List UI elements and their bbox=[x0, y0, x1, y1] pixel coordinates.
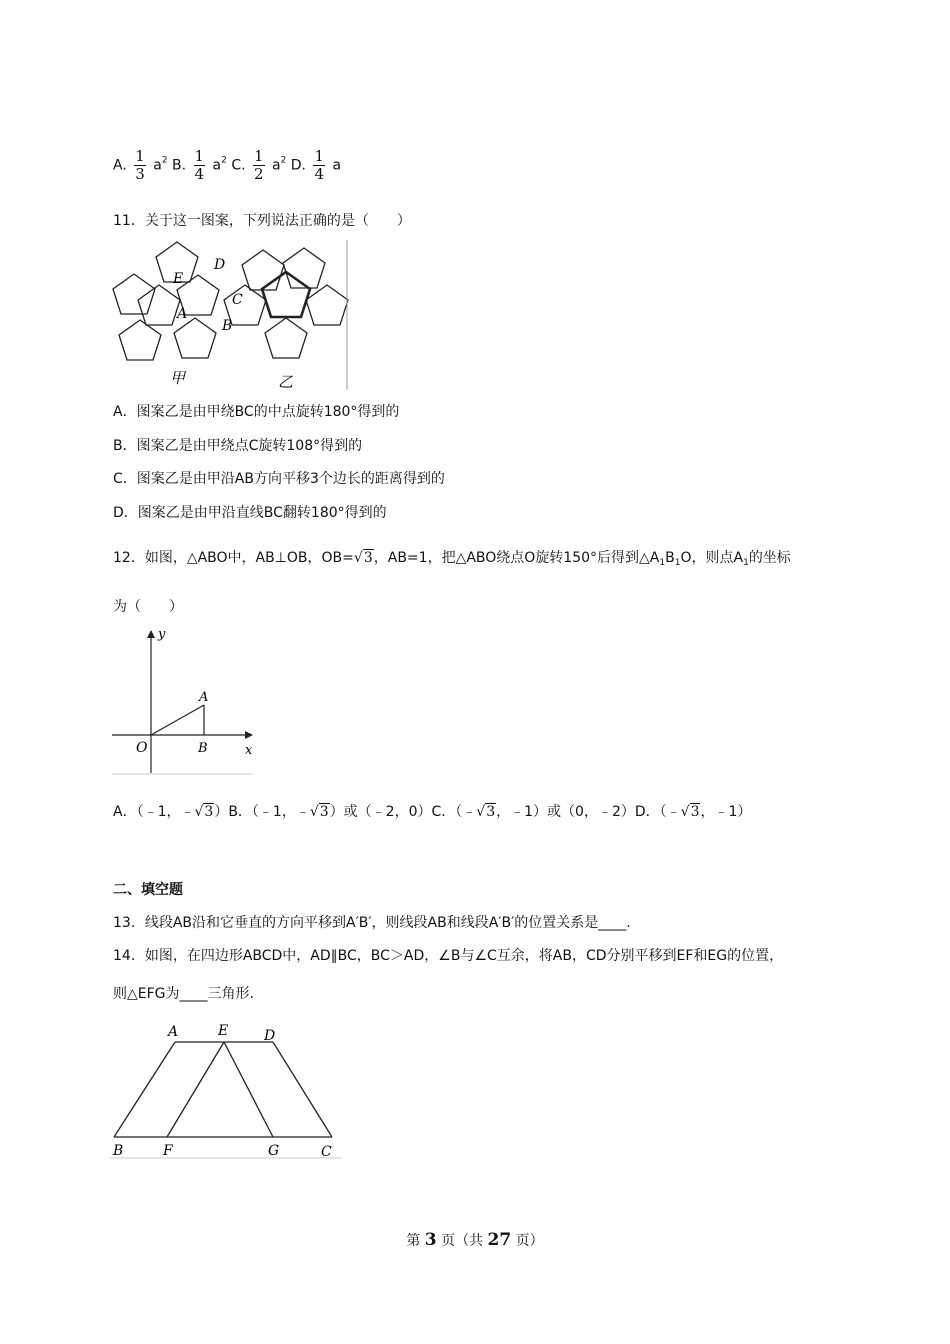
page-footer: 第 3 页（共 27 页） bbox=[406, 1230, 544, 1250]
figure-jia-pentagons bbox=[113, 242, 219, 360]
q13-text: 13．线段AB沿和它垂直的方向平移到A′B′，则线段AB和线段A′B′的位置关系是____. bbox=[113, 915, 631, 931]
sqrt-3: √3 bbox=[353, 550, 373, 566]
sqrt-3: √3 bbox=[476, 804, 496, 820]
label-d: D bbox=[264, 1028, 276, 1044]
pentagon-left bbox=[113, 274, 155, 314]
label-jia: 甲 bbox=[170, 369, 186, 387]
label-c: C bbox=[321, 1144, 332, 1160]
q11-option-b: B．图案乙是由甲绕点C旋转108°得到的 bbox=[113, 438, 363, 454]
label-g: G bbox=[268, 1143, 280, 1159]
label-a: A bbox=[168, 1024, 179, 1040]
q10-option-d-fraction: $\frac{1}{4}$ bbox=[314, 147, 325, 183]
y-axis-arrow bbox=[147, 630, 155, 638]
segment-eg bbox=[224, 1042, 273, 1137]
q10-option-b-var: a bbox=[212, 157, 222, 174]
q14-line1: 14．如图，在四边形ABCD中，AD∥BC，BC＞AD，∠B与∠C互余，将AB，CD分别平移到EF和EG的位置， bbox=[113, 948, 784, 964]
q10-option-c-label: C. bbox=[231, 157, 246, 174]
q10-option-c-var: a bbox=[272, 157, 281, 174]
pentagon-bottom-left bbox=[119, 320, 161, 360]
segment-ab bbox=[114, 1042, 175, 1137]
page-number: 3 bbox=[424, 1230, 437, 1250]
sqrt-3: √3 bbox=[309, 804, 329, 820]
q10-option-a-label: A. bbox=[113, 157, 127, 174]
q11-option-d: D．图案乙是由甲沿直线BC翻转180°得到的 bbox=[113, 505, 387, 521]
q10-option-a-fraction: $\frac{1}{3}$ bbox=[135, 147, 145, 183]
q14-line2: 则△EFG为____三角形. bbox=[113, 986, 254, 1002]
q11-option-a: A．图案乙是由甲绕BC的中点旋转180°得到的 bbox=[113, 404, 400, 420]
q14-trapezoid-figure bbox=[110, 1018, 342, 1160]
label-y: y bbox=[158, 627, 166, 642]
sqrt-3: √3 bbox=[194, 804, 214, 820]
label-d: D bbox=[214, 257, 226, 273]
section-title: 二、填空题 bbox=[113, 882, 183, 898]
pentagon-yi-center bbox=[262, 272, 310, 317]
label-a: A bbox=[199, 690, 209, 705]
sqrt-3: √3 bbox=[680, 804, 700, 820]
q12-coordinate-figure bbox=[112, 625, 257, 775]
q10-option-d-label: D. bbox=[290, 157, 307, 174]
q10-options: A. $\frac{1}{3}$ $a^2$ B. $\frac{1}{4}$ $a^2$ C. $\frac{1}{2}$ $a^2$ D. $\frac{1}{4}$ a bbox=[113, 147, 342, 183]
label-x: x bbox=[245, 743, 253, 758]
pentagon-yi-top-right bbox=[283, 248, 325, 288]
page-total: 27 bbox=[487, 1230, 512, 1250]
pentagon-center-a bbox=[138, 285, 180, 325]
label-yi: 乙 bbox=[278, 373, 294, 391]
q11-pentagon-figure bbox=[110, 240, 355, 392]
segment-dc bbox=[273, 1042, 332, 1137]
q10-option-b-fraction: $\frac{1}{4}$ bbox=[194, 147, 205, 183]
segment-oa bbox=[151, 705, 204, 735]
q12-options: A．（﹣1，﹣√3）B．（﹣1，﹣√3）或（﹣2，0）C．（﹣√3，﹣1）或（0，﹣2）D．（﹣√3，﹣1） bbox=[113, 804, 752, 820]
label-b: B bbox=[113, 1143, 124, 1159]
label-e: E bbox=[173, 271, 184, 287]
label-a: A bbox=[177, 306, 188, 322]
label-f: F bbox=[163, 1143, 173, 1159]
x-axis-arrow bbox=[245, 731, 253, 739]
q10-option-d-var: a bbox=[332, 157, 342, 174]
label-e: E bbox=[218, 1023, 229, 1039]
q12-stem: 12．如图，△ABO中，AB⊥OB，OB=√3，AB=1，把△ABO绕点O旋转150°后得到$\triangle A_1B_1O$，则点$A_1$的坐标 bbox=[113, 550, 791, 568]
label-b: B bbox=[198, 741, 208, 756]
pentagon-yi-top-left bbox=[242, 250, 284, 290]
q10-option-b-label: B. bbox=[172, 157, 187, 174]
label-b: B bbox=[222, 318, 233, 334]
q11-option-c: C．图案乙是由甲沿AB方向平移3个边长的距离得到的 bbox=[113, 471, 445, 487]
pentagon-bottom-right bbox=[174, 318, 216, 358]
pentagon-yi-bottom bbox=[265, 318, 307, 358]
q12-stem-cont: 为（ ） bbox=[113, 599, 183, 615]
q10-option-a-var: a bbox=[153, 157, 162, 174]
q10-option-c-fraction: $\frac{1}{2}$ bbox=[254, 147, 264, 183]
label-o: O bbox=[136, 740, 148, 756]
segment-ef bbox=[167, 1042, 224, 1137]
pentagon-yi-right bbox=[306, 285, 348, 325]
q11-stem: 11．关于这一图案，下列说法正确的是（ ） bbox=[113, 213, 411, 229]
label-c: C bbox=[232, 292, 243, 308]
